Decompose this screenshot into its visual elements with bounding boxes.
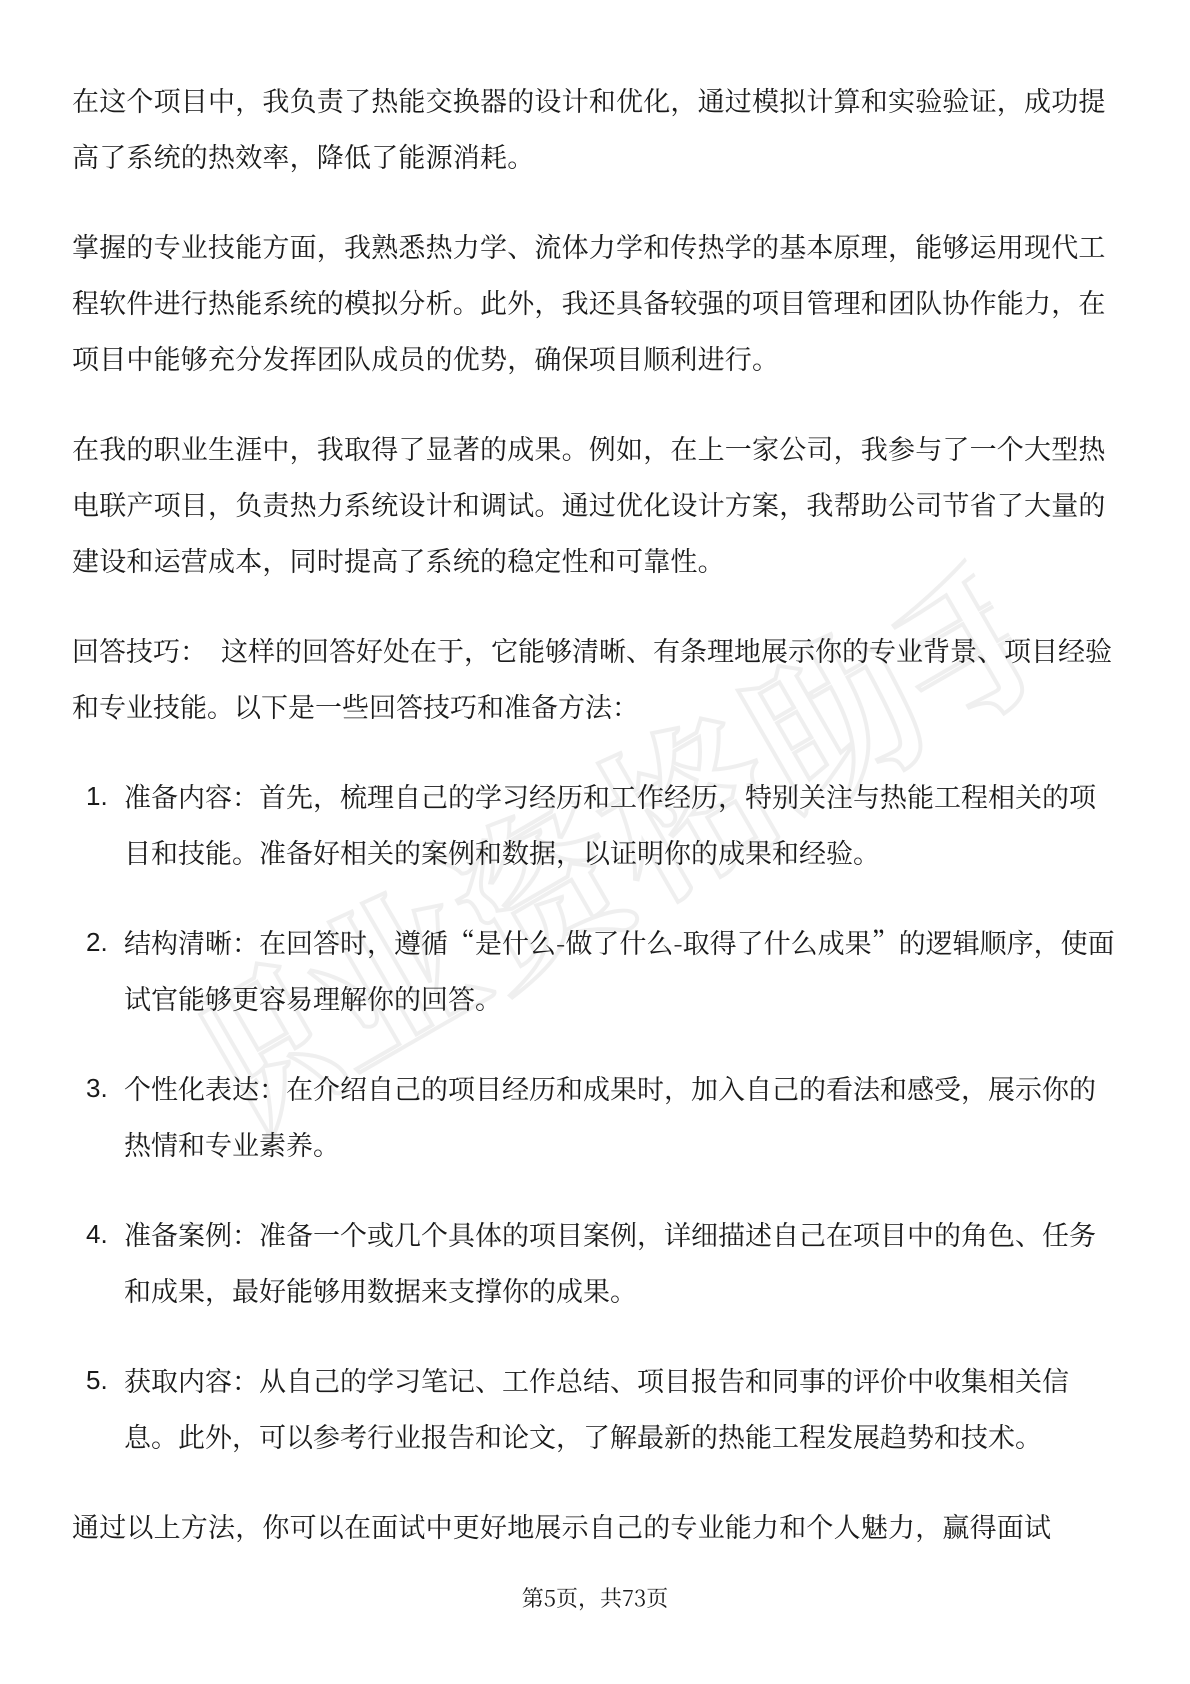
tips-list — [72, 768, 1122, 1464]
answer-tips — [72, 622, 1122, 734]
list-item-text: 个性化表达：在介绍自己的项目经历和成果时，加入自己的看法和感受，展示你的热情和专业素养。 — [124, 1068, 1096, 1163]
answer-tips-text: 这样的回答好处在于，它能够清晰、有条理地展示你的专业背景、项目经验和专业技能。以下是一些回答技巧和准备方法： — [72, 630, 1112, 725]
paragraph-professional-skills: 掌握的专业技能方面，我熟悉热力学、流体力学和传热学的基本原理，能够运用现代工程软件进行热能系统的模拟分析。此外，我还具备较强的项目管理和团队协作能力，在项目中能够充分发挥团队成员的优势，确保项目顺利进行。 — [72, 226, 1106, 377]
list-item-text: 结构清晰：在回答时，遵循“是什么-做了什么-取得了什么成果”的逻辑顺序，使面试官能够更容易理解你的回答。 — [124, 922, 1115, 1017]
list-item — [72, 1206, 1122, 1318]
answer-tips-label: 回答技巧： — [72, 630, 207, 669]
list-item — [72, 1060, 1122, 1172]
list-item-number: 5. — [86, 1365, 108, 1395]
list-item — [72, 768, 1122, 880]
paragraph-project-experience: 在这个项目中，我负责了热能交换器的设计和优化，通过模拟计算和实验验证，成功提高了系统的热效率，降低了能源消耗。 — [72, 80, 1106, 175]
list-item-text: 获取内容：从自己的学习笔记、工作总结、项目报告和同事的评价中收集相关信息。此外，可以参考行业报告和论文，了解最新的热能工程发展趋势和技术。 — [124, 1360, 1069, 1455]
list-item — [72, 1352, 1122, 1464]
list-item-number: 3. — [86, 1073, 108, 1103]
paragraph-career-achievements: 在我的职业生涯中，我取得了显著的成果。例如，在上一家公司，我参与了一个大型热电联产项目，负责热力系统设计和调试。通过优化设计方案，我帮助公司节省了大量的建设和运营成本，同时提高了系统的稳定性和可靠性。 — [72, 428, 1106, 579]
watermark-text: 职业资格助手 — [170, 531, 1070, 1189]
list-item-number: 1. — [86, 781, 108, 811]
page-number-footer: 第5页，共73页 — [521, 1582, 669, 1613]
list-item-number: 2. — [86, 927, 108, 957]
document-page — [72, 72, 1122, 1588]
list-item-text: 准备内容：首先，梳理自己的学习经历和工作经历，特别关注与热能工程相关的项目和技能。准备好相关的案例和数据，以证明你的成果和经验。 — [124, 776, 1096, 871]
list-item-text: 准备案例：准备一个或几个具体的项目案例，详细描述自己在项目中的角色、任务和成果，最好能够用数据来支撑你的成果。 — [124, 1214, 1096, 1309]
paragraph-closing: 通过以上方法，你可以在面试中更好地展示自己的专业能力和个人魅力，赢得面试 — [72, 1506, 1052, 1545]
list-item — [72, 914, 1122, 1026]
list-item-number: 4. — [86, 1219, 108, 1249]
